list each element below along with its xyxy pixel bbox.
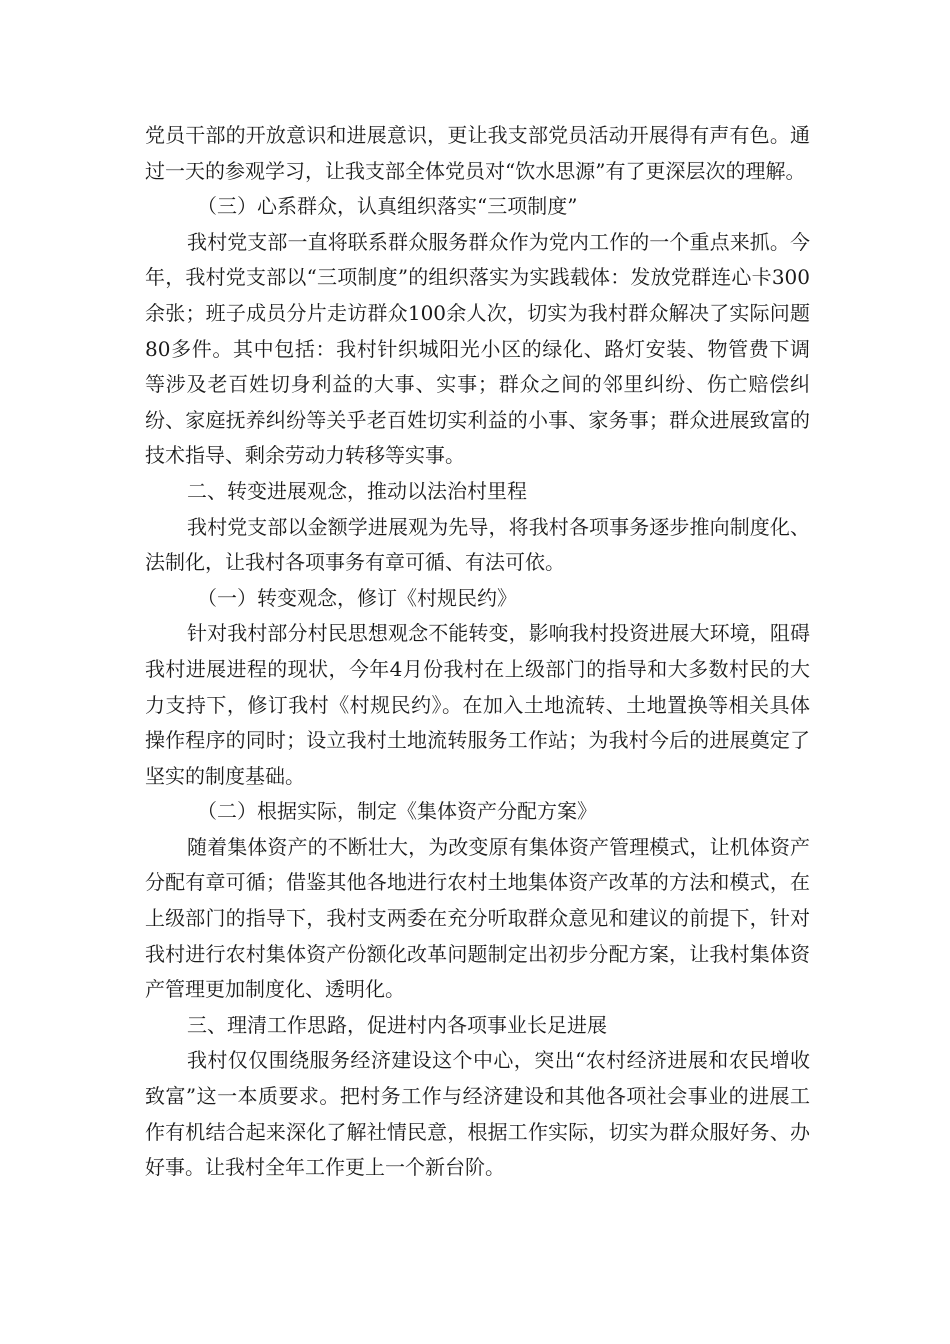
paragraph-rule-of-law: 我村党支部以金额学进展观为先导，将我村各项事务逐步推向制度化、法制化，让我村各项事务有章可循、有法可依。: [145, 514, 810, 575]
subheading-three: （三）心系群众，认真组织落实“三项制度”: [197, 194, 578, 219]
paragraph-three-system: 我村党支部一直将联系群众服务群众作为党内工作的一个重点来抓。今年，我村党支部以“三项制度”的组织落实为实践载体：发放党群连心卡300余张；班子成员分片走访群众100余人次，切实为我村群众解决了实际问题80多件。其中包括：我村针织城阳光小区的绿化、路灯安装、物管费下调等涉及老百姓切身利益的大事、实事；群众之间的邻里纠纷、伤亡赔偿纠纷、家庭抚养纠纷等关乎老百姓切实利益的小事、家务事；群众进展致富的技术指导、剩余劳动力转移等实事。: [145, 229, 810, 468]
paragraph-continuation: 党员干部的开放意识和进展意识，更让我支部党员活动开展得有声有色。通过一天的参观学习，让我支部全体党员对“饮水思源”有了更深层次的理解。: [145, 123, 810, 183]
paragraph-asset-plan: 随着集体资产的不断壮大，为改变原有集体资产管理模式，让机体资产分配有章可循；借鉴其他各地进行农村土地集体资产改革的方法和模式，在上级部门的指导下，我村支两委在充分听取群众意见和建议的前提下，针对我村进行农村集体资产份额化改革问题制定出初步分配方案，让我村集体资产管理更加制度化、透明化。: [145, 834, 810, 1002]
subheading-one: （一）转变观念，修订《村规民约》: [197, 585, 517, 610]
paragraph-work-ideas: 我村仅仅围绕服务经济建设这个中心，突出“农村经济进展和农民增收致富”这一本质要求。把村务工作与经济建设和其他各项社会事业的进展工作有机结合起来深化了解社情民意，根据工作实际，切实为群众服好务、办好事。让我村全年工作更上一个新台阶。: [145, 1048, 810, 1180]
subheading-two: （二）根据实际，制定《集体资产分配方案》: [197, 799, 597, 824]
document-body: [145, 118, 810, 1186]
paragraph-village-rules: 针对我村部分村民思想观念不能转变，影响我村投资进展大环境，阻碍我村进展进程的现状，今年4月份我村在上级部门的指导和大多数村民的大力支持下，修订我村《村规民约》。在加入土地流转、土地置换等相关具体操作程序的同时；设立我村土地流转服务工作站；为我村今后的进展奠定了坚实的制度基础。: [145, 621, 810, 788]
section-heading-two: 二、转变进展观念，推动以法治村里程: [187, 478, 527, 503]
section-heading-three: 三、理清工作思路，促进村内各项事业长足进展: [187, 1012, 607, 1037]
